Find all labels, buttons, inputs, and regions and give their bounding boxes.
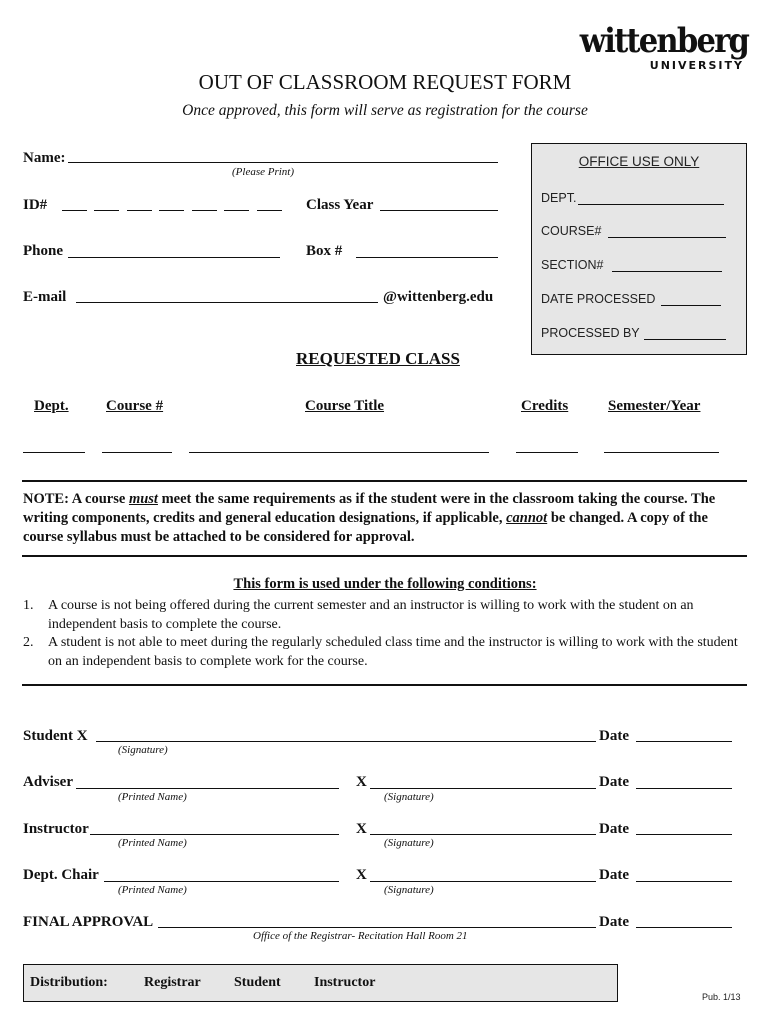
final-approval-label: FINAL APPROVAL	[23, 914, 154, 930]
publication-code: Pub. 1/13	[702, 992, 741, 1002]
dept-chair-label: Dept. Chair	[23, 867, 99, 883]
box-label: Box #	[306, 243, 343, 259]
semester-year-field[interactable]	[604, 452, 719, 453]
final-approval-field[interactable]	[158, 927, 596, 928]
date-label: Date	[599, 728, 629, 744]
logo-subtitle: UNIVERSITY	[649, 59, 744, 72]
signature-hint: (Signature)	[384, 791, 434, 803]
dept-chair-signature-field[interactable]	[370, 881, 596, 882]
phone-field[interactable]	[68, 257, 280, 258]
name-label: Name:	[23, 150, 66, 166]
divider	[22, 684, 747, 686]
x-mark: X	[356, 867, 367, 883]
office-date-processed-field[interactable]	[661, 305, 721, 306]
col-title-header: Course Title	[305, 398, 385, 414]
col-credits-header: Credits	[521, 398, 569, 414]
signature-hint: (Signature)	[384, 837, 434, 849]
id-digit-field[interactable]	[159, 210, 184, 211]
id-digit-field[interactable]	[94, 210, 119, 211]
requested-class-title: REQUESTED CLASS	[296, 349, 460, 368]
id-digit-field[interactable]	[62, 210, 87, 211]
condition-number: 1.	[23, 598, 34, 613]
col-semester-header: Semester/Year	[608, 398, 701, 414]
distribution-box	[23, 964, 618, 1002]
conditions-title: This form is used under the following conditions:	[233, 576, 537, 592]
distribution-label: Distribution:	[30, 975, 108, 990]
date-label: Date	[599, 774, 629, 790]
university-logo	[579, 21, 748, 74]
divider	[22, 555, 747, 557]
id-label: ID#	[23, 197, 48, 213]
office-course-field[interactable]	[608, 237, 726, 238]
note-text: NOTE: A course	[23, 491, 129, 507]
printed-name-hint: (Printed Name)	[118, 791, 187, 803]
office-section-label: SECTION#	[541, 258, 604, 272]
col-course-header: Course #	[106, 398, 164, 414]
logo-wordmark: wittenberg	[579, 21, 748, 61]
office-processed-by-label: PROCESSED BY	[541, 326, 640, 340]
adviser-date-field[interactable]	[636, 788, 732, 789]
class-year-field[interactable]	[380, 210, 498, 211]
x-mark: X	[356, 821, 367, 837]
student-date-field[interactable]	[636, 741, 732, 742]
office-use-title: OFFICE USE ONLY	[578, 154, 700, 169]
office-course-label: COURSE#	[541, 224, 602, 238]
course-title-field[interactable]	[189, 452, 489, 453]
signature-hint: (Signature)	[384, 884, 434, 896]
registrar-office-hint: Office of the Registrar- Recitation Hall Room 21	[253, 930, 468, 942]
name-field[interactable]	[68, 162, 498, 163]
credits-field[interactable]	[516, 452, 578, 453]
note-emphasis-cannot: cannot	[506, 510, 548, 526]
email-label: E-mail	[23, 289, 67, 305]
condition-number: 2.	[23, 635, 34, 650]
note-paragraph	[23, 490, 749, 547]
please-print-hint: (Please Print)	[232, 166, 295, 178]
x-mark: X	[356, 774, 367, 790]
id-digit-field[interactable]	[224, 210, 249, 211]
email-field[interactable]	[76, 302, 378, 303]
id-digit-field[interactable]	[127, 210, 152, 211]
office-processed-by-field[interactable]	[644, 339, 726, 340]
form-subtitle: Once approved, this form will serve as registration for the course	[182, 102, 588, 119]
note-emphasis-must: must	[128, 491, 158, 507]
printed-name-hint: (Printed Name)	[118, 884, 187, 896]
dept-chair-date-field[interactable]	[636, 881, 732, 882]
distribution-student: Student	[234, 975, 281, 990]
col-dept-header: Dept.	[34, 398, 69, 414]
distribution-instructor: Instructor	[314, 975, 376, 990]
student-signature-field[interactable]	[96, 741, 596, 742]
signature-hint: (Signature)	[118, 744, 168, 756]
box-field[interactable]	[356, 257, 498, 258]
dept-field[interactable]	[23, 452, 85, 453]
office-date-processed-label: DATE PROCESSED	[541, 292, 656, 306]
dept-chair-name-field[interactable]	[104, 881, 339, 882]
id-digit-field[interactable]	[192, 210, 217, 211]
phone-label: Phone	[23, 243, 64, 259]
instructor-date-field[interactable]	[636, 834, 732, 835]
final-approval-date-field[interactable]	[636, 927, 732, 928]
office-dept-field[interactable]	[578, 204, 724, 205]
office-use-box	[531, 143, 747, 355]
note-text: meet the same requirements as if the student were in the classroom taking the course. The writing components, credits and general education designations, if applicable,	[23, 491, 716, 526]
id-digit-field[interactable]	[257, 210, 282, 211]
instructor-name-field[interactable]	[90, 834, 339, 835]
printed-name-hint: (Printed Name)	[118, 837, 187, 849]
date-label: Date	[599, 914, 629, 930]
condition-text: A course is not being offered during the current semester and an instructor is willing to work with the student on an independent basis to complete the course.	[48, 598, 694, 632]
instructor-signature-field[interactable]	[370, 834, 596, 835]
divider	[22, 480, 747, 482]
note-text: be changed. A copy of the course syllabus must be attached to be considered for approval.	[23, 510, 708, 545]
email-domain: @wittenberg.edu	[383, 289, 494, 305]
class-year-label: Class Year	[306, 197, 374, 213]
adviser-signature-field[interactable]	[370, 788, 596, 789]
distribution-registrar: Registrar	[144, 975, 201, 990]
course-number-field[interactable]	[102, 452, 172, 453]
office-section-field[interactable]	[612, 271, 722, 272]
adviser-label: Adviser	[23, 774, 73, 790]
student-signature-label: Student X	[23, 728, 88, 744]
form-title: OUT OF CLASSROOM REQUEST FORM	[198, 70, 572, 94]
office-dept-label: DEPT.	[541, 191, 577, 205]
instructor-label: Instructor	[23, 821, 89, 837]
date-label: Date	[599, 867, 629, 883]
condition-text: A student is not able to meet during the regularly scheduled class time and the instructor is willing to work with the student on an independent basis to complete work for the course.	[48, 635, 738, 669]
adviser-name-field[interactable]	[76, 788, 339, 789]
date-label: Date	[599, 821, 629, 837]
